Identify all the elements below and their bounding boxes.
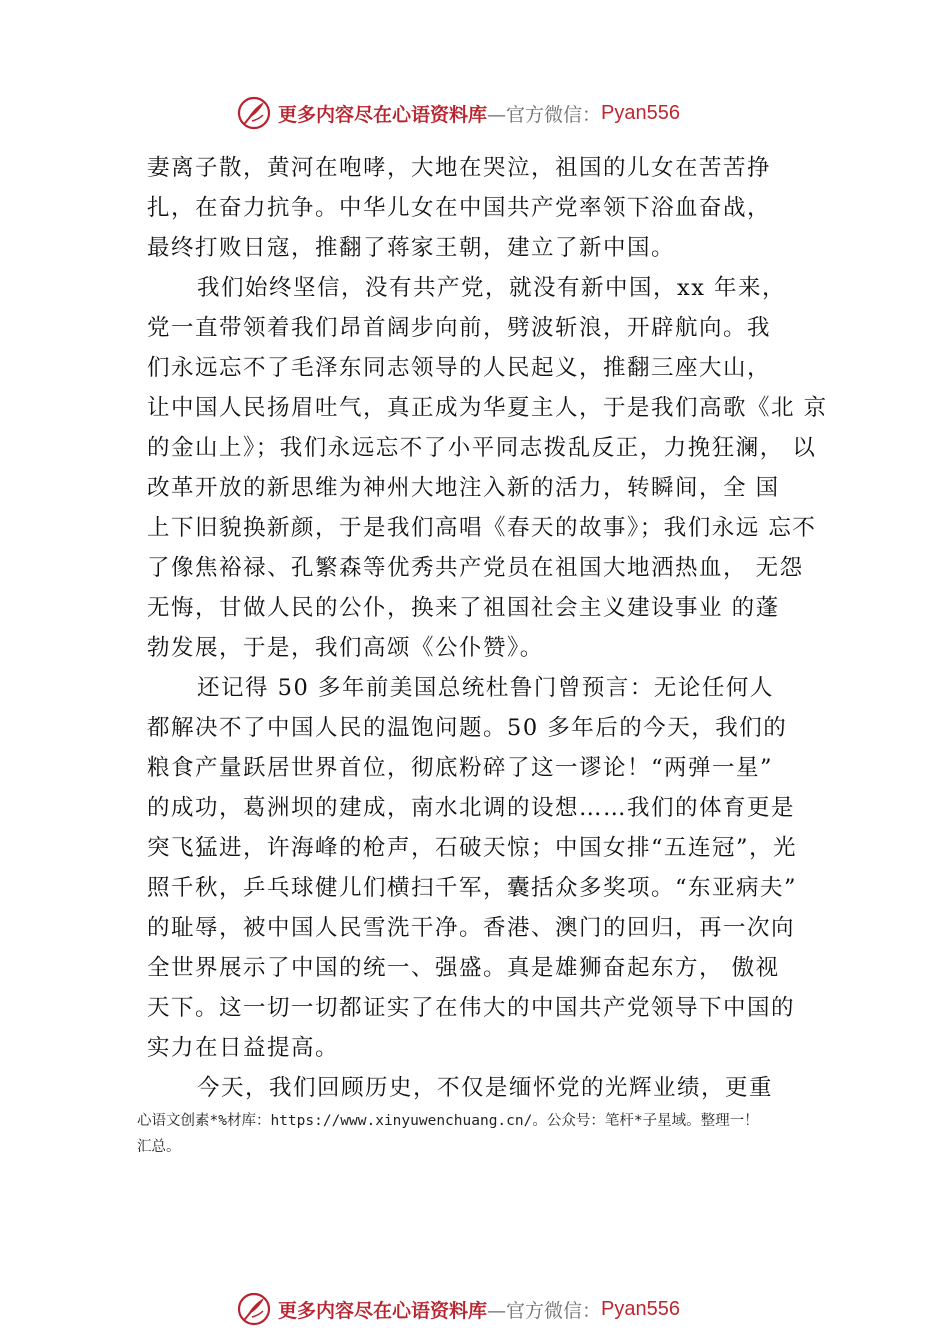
body-text-line: 今天，我们回顾历史，不仅是缅怀党的光辉业绩，更重	[197, 1075, 774, 1101]
body-text-line: 的金山上》；我们永远忘不了小平同志拨乱反正，力挽狂澜， 以	[147, 435, 817, 461]
body-text-line: 扎，在奋力抗争。中华儿女在中国共产党率领下浴血奋战，	[147, 195, 772, 221]
body-text-line: 的成功，葛洲坝的建成，南水北调的设想……我们的体育更是	[147, 795, 796, 821]
header-banner	[236, 93, 680, 133]
body-text-line: 都解决不了中国人民的温饱问题。50 多年后的今天，我们的	[147, 715, 788, 741]
body-text-line: 全世界展示了中国的统一、强盛。真是雄狮奋起东方， 傲视	[147, 955, 780, 981]
banner-wechat-label: —官方微信：	[487, 103, 602, 126]
body-text-line: 让中国人民扬眉吐气，真正成为华夏主人，于是我们高歌《北 京	[147, 395, 828, 421]
quill-logo-icon	[236, 95, 272, 131]
body-text-line: 照千秋，乒乓球健儿们横扫千军，囊括众多奖项。“东亚病夫”	[147, 875, 798, 901]
footer-banner	[236, 1289, 680, 1329]
body-text-line: 妻离子散，黄河在咆哮，大地在哭泣，祖国的儿女在苦苦挣	[147, 155, 772, 181]
body-text-line: 突飞猛进，许海峰的枪声，石破天惊；中国女排“五连冠”，光	[147, 835, 798, 861]
body-text-line: 了像焦裕禄、孔繁森等优秀共产党员在祖国大地洒热血， 无怨	[147, 555, 804, 581]
body-text-line: 天下。这一切一切都证实了在伟大的中国共产党领导下中国的	[147, 995, 796, 1021]
banner-wechat-id: Pyan556	[601, 101, 680, 124]
body-text-line: 无悔，甘做人民的公仆，换来了祖国社会主义建设事业 的蓬	[147, 595, 780, 621]
body-text-line: 还记得 50 多年前美国总统杜鲁门曾预言：无论任何人	[197, 675, 774, 701]
banner-title: 更多内容尽在心语资料库	[278, 1299, 488, 1322]
body-text-line: 上下旧貌换新颜，于是我们高唱《春天的故事》；我们永远 忘不	[147, 515, 817, 541]
body-text-line: 的耻辱，被中国人民雪洗干净。香港、澳门的回归，再一次向	[147, 915, 796, 941]
body-text-line: 党一直带领着我们昂首阔步向前，劈波斩浪，开辟航向。我	[147, 315, 772, 341]
banner-wechat-id: Pyan556	[601, 1297, 680, 1320]
source-footnote	[137, 1108, 827, 1160]
body-text-line: 实力在日益提高。	[147, 1035, 340, 1061]
body-text-line: 改革开放的新思维为神州大地注入新的活力，转瞬间，全 国	[147, 475, 780, 501]
body-text-line: 们永远忘不了毛泽东同志领导的人民起义，推翻三座大山，	[147, 355, 772, 381]
banner-title: 更多内容尽在心语资料库	[278, 103, 488, 126]
document-body	[147, 148, 827, 1108]
quill-logo-icon	[236, 1291, 272, 1327]
banner-wechat-label: —官方微信：	[487, 1299, 602, 1322]
body-text-line: 粮食产量跃居世界首位，彻底粉碎了这一谬论！“两弹一星”	[147, 755, 774, 781]
body-text-line: 最终打败日寇，推翻了蒋家王朝，建立了新中国。	[147, 235, 676, 261]
footnote-line: 心语文创素*%材库：https://www.xinyuwenchuang.cn/。公众号：笔杆*子星域。整理一！	[137, 1113, 759, 1129]
footnote-line: 汇总。	[137, 1139, 181, 1155]
body-text-line: 勃发展，于是，我们高颂《公仆赞》。	[147, 635, 544, 661]
body-text-line: 我们始终坚信，没有共产党，就没有新中国，xx 年来，	[197, 275, 787, 301]
